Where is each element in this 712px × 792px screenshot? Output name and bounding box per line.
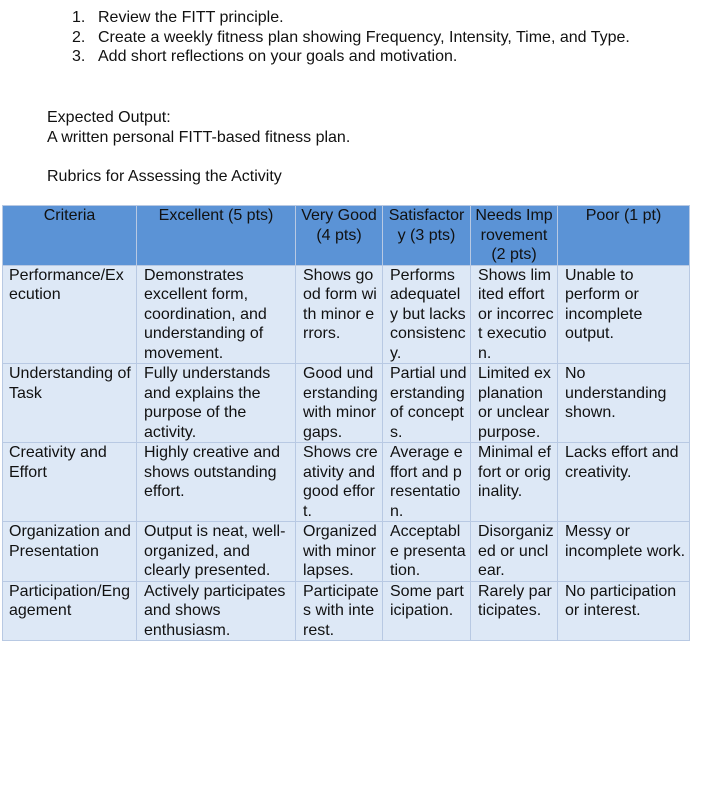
- criteria-cell: Participation/Engagement: [3, 581, 137, 641]
- header-needs-improvement: Needs Improvement (2 pts): [471, 206, 558, 266]
- header-poor: Poor (1 pt): [558, 206, 690, 266]
- expected-output-text: A written personal FITT-based fitness plan.: [47, 129, 351, 146]
- needs-improvement-cell: Limited explanation or unclear purpose.: [471, 364, 558, 443]
- very-good-cell: Shows good form with minor errors.: [296, 265, 383, 364]
- table-row: [3, 443, 690, 522]
- step-text: Create a weekly fitness plan showing Frequency, Intensity, Time, and Type.: [98, 28, 630, 46]
- step-number: 3.: [72, 48, 86, 65]
- excellent-cell: Highly creative and shows outstanding effort.: [137, 443, 296, 522]
- satisfactory-cell: Acceptable presentation.: [383, 522, 471, 582]
- poor-cell: Lacks effort and creativity.: [558, 443, 690, 522]
- poor-cell: Messy or incomplete work.: [558, 522, 690, 582]
- poor-cell: No understanding shown.: [558, 364, 690, 443]
- table-row: [3, 364, 690, 443]
- very-good-cell: Participates with interest.: [296, 581, 383, 641]
- step-item: [72, 8, 632, 28]
- header-very-good: Very Good (4 pts): [296, 206, 383, 266]
- step-text: Add short reflections on your goals and motivation.: [98, 48, 458, 65]
- table-row: [3, 265, 690, 364]
- header-criteria: Criteria: [3, 206, 137, 266]
- satisfactory-cell: Some participation.: [383, 581, 471, 641]
- needs-improvement-cell: Shows limited effort or incorrect execution.: [471, 265, 558, 364]
- poor-cell: Unable to perform or incomplete output.: [558, 265, 690, 364]
- needs-improvement-cell: Rarely participates.: [471, 581, 558, 641]
- needs-improvement-cell: Minimal effort or originality.: [471, 443, 558, 522]
- rubric-table: [2, 205, 690, 641]
- header-satisfactory: Satisfactory (3 pts): [383, 206, 471, 266]
- rubric-header-row: [3, 206, 690, 266]
- instruction-steps: [72, 8, 632, 67]
- criteria-cell: Performance/Execution: [3, 265, 137, 364]
- poor-cell: No participation or interest.: [558, 581, 690, 641]
- step-item: [72, 47, 632, 67]
- satisfactory-cell: Average effort and presentation.: [383, 443, 471, 522]
- expected-output-heading: Expected Output:: [47, 109, 171, 126]
- criteria-cell: Organization and Presentation: [3, 522, 137, 582]
- excellent-cell: Output is neat, well-organized, and clearly presented.: [137, 522, 296, 582]
- very-good-cell: Shows creativity and good effort.: [296, 443, 383, 522]
- criteria-cell: Creativity and Effort: [3, 443, 137, 522]
- step-number: 2.: [72, 28, 86, 46]
- rubric-title: Rubrics for Assessing the Activity: [47, 168, 282, 185]
- table-row: [3, 522, 690, 582]
- table-row: [3, 581, 690, 641]
- satisfactory-cell: Partial understanding of concepts.: [383, 364, 471, 443]
- very-good-cell: Good understanding with minor gaps.: [296, 364, 383, 443]
- step-item: [72, 28, 632, 48]
- very-good-cell: Organized with minor lapses.: [296, 522, 383, 582]
- needs-improvement-cell: Disorganized or unclear.: [471, 522, 558, 582]
- criteria-cell: Understanding of Task: [3, 364, 137, 443]
- excellent-cell: Fully understands and explains the purpose of the activity.: [137, 364, 296, 443]
- header-excellent: Excellent (5 pts): [137, 206, 296, 266]
- excellent-cell: Actively participates and shows enthusiasm.: [137, 581, 296, 641]
- satisfactory-cell: Performs adequately but lacks consistency.: [383, 265, 471, 364]
- step-text: Review the FITT principle.: [98, 9, 284, 26]
- excellent-cell: Demonstrates excellent form, coordination, and understanding of movement.: [137, 265, 296, 364]
- step-number: 1.: [72, 9, 86, 26]
